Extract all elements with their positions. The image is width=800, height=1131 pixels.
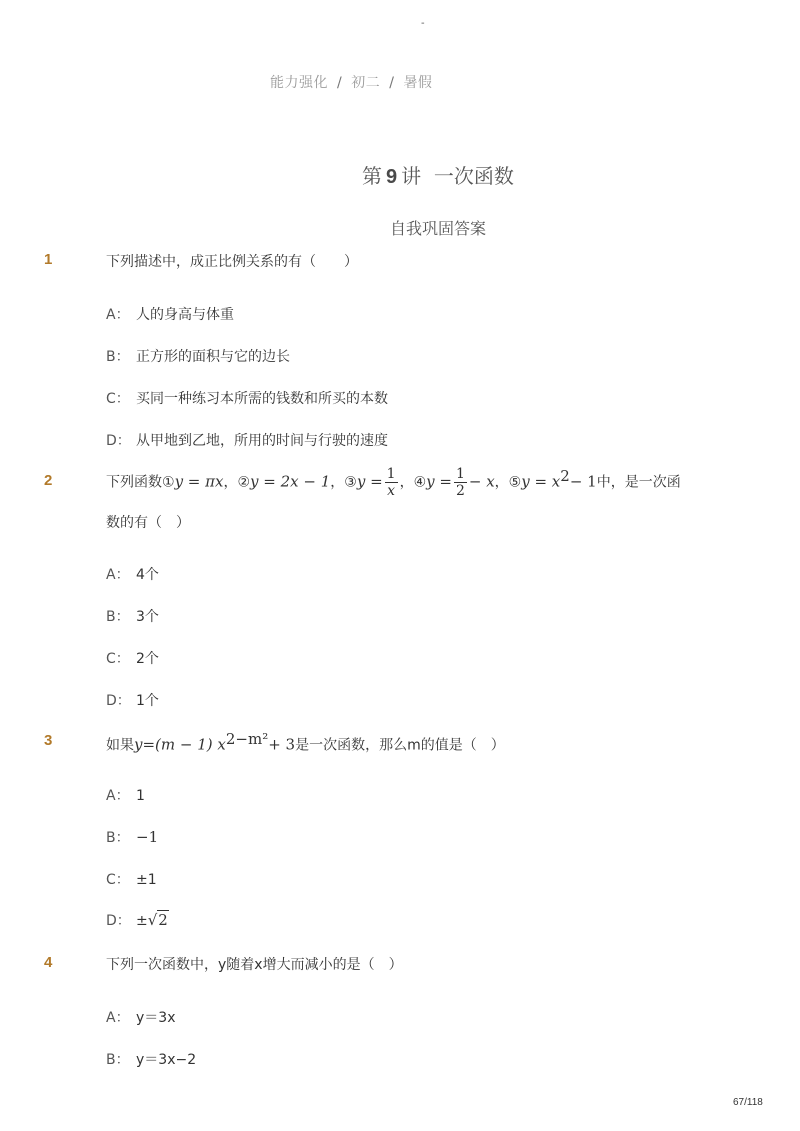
question-text: 下列一次函数中，y随着x增大而减小的是（ ） — [106, 957, 403, 973]
option-b — [106, 1049, 196, 1069]
expression-exponent: 2−m² — [225, 730, 269, 748]
option-c — [106, 648, 159, 668]
separator: ， — [399, 474, 414, 491]
question-number: 2 — [44, 472, 53, 489]
option-label: D： — [106, 693, 131, 709]
fraction-denominator: x — [385, 482, 398, 499]
question-number: 4 — [44, 954, 53, 971]
fraction-denominator: 2 — [455, 483, 465, 499]
question-text: 下列描述中，成正比例关系的有（ ） — [106, 254, 358, 270]
option-label: C： — [106, 391, 130, 407]
option-text: 正方形的面积与它的边长 — [136, 349, 290, 365]
fraction — [385, 466, 398, 499]
expression-rest: + 3 — [268, 735, 296, 754]
breadcrumb-item-grade: 初二 — [351, 75, 381, 91]
option-label: A： — [106, 567, 130, 583]
page-number: 67/118 — [733, 1097, 763, 1108]
radicand: 2 — [158, 911, 168, 929]
option-text: 2个 — [136, 651, 159, 667]
formula-mark: ① — [162, 474, 175, 491]
option-a — [106, 785, 145, 805]
question-intro: 如果 — [106, 737, 134, 754]
fraction-numerator: 1 — [386, 466, 396, 482]
option-label: A： — [106, 307, 130, 323]
option-label: B： — [106, 349, 130, 365]
option-text: 从甲地到乙地，所用的时间与行驶的速度 — [136, 433, 388, 449]
question-intro: 下列函数 — [106, 474, 162, 491]
top-mark: - — [421, 18, 425, 29]
option-label: D： — [106, 913, 131, 929]
option-label: A： — [106, 1010, 130, 1026]
breadcrumb — [270, 72, 432, 92]
separator: ， — [494, 474, 509, 491]
option-prefix: ± — [136, 913, 148, 929]
option-label: B： — [106, 609, 130, 625]
question-text-continued: 数的有（ ） — [106, 515, 190, 531]
formula-5-exponent: 2 — [560, 466, 570, 485]
formula-3-lhs: y = — [356, 472, 383, 491]
question-text — [106, 730, 505, 755]
option-label: B： — [106, 1052, 130, 1068]
option-a — [106, 564, 159, 584]
question-number: 1 — [44, 251, 53, 268]
option-text: 买同一种练习本所需的钱数和所买的本数 — [136, 391, 388, 407]
fraction-numerator: 1 — [455, 466, 465, 482]
question-text — [106, 466, 681, 499]
lecture-suffix: 讲 — [401, 164, 422, 188]
breadcrumb-item-course: 能力强化 — [270, 75, 328, 91]
option-c — [106, 869, 157, 889]
option-text: y＝3x−2 — [136, 1052, 197, 1068]
lecture-title — [362, 160, 514, 189]
formula-mark: ⑤ — [508, 474, 522, 491]
option-text: 人的身高与体重 — [136, 307, 234, 323]
option-label: A： — [106, 788, 130, 804]
formula-1: y = πx — [174, 472, 224, 491]
question-tail: 中，是一次函 — [596, 474, 681, 491]
option-text: 1 — [136, 788, 145, 804]
breadcrumb-separator: / — [389, 75, 395, 91]
option-text: 4个 — [136, 567, 159, 583]
formula-mark: ③ — [344, 474, 357, 491]
option-text: 1个 — [136, 693, 159, 709]
formula-mark: ② — [237, 474, 251, 491]
option-a — [106, 1007, 175, 1027]
formula-mark: ④ — [413, 474, 427, 491]
option-label: D： — [106, 433, 131, 449]
breadcrumb-item-term: 暑假 — [403, 75, 433, 91]
formula-4-lhs: y = — [426, 472, 452, 491]
option-text: 3个 — [136, 609, 159, 625]
fraction — [454, 466, 467, 499]
option-a — [106, 304, 234, 324]
option-d — [106, 690, 159, 710]
option-c — [106, 388, 388, 408]
option-text: −1 — [136, 828, 159, 846]
option-label: B： — [106, 830, 130, 846]
option-text: y＝3x — [136, 1010, 176, 1026]
option-d — [106, 430, 388, 450]
separator: ， — [330, 474, 345, 491]
question-number: 3 — [44, 732, 53, 749]
lecture-name: 一次函数 — [433, 164, 514, 188]
option-b — [106, 606, 159, 626]
option-d — [106, 910, 169, 930]
formula-5-base: y = x — [521, 472, 561, 491]
formula-2: y = 2x − 1 — [250, 472, 331, 491]
option-label: C： — [106, 651, 130, 667]
separator: ， — [223, 474, 238, 491]
expression-base: y=(m − 1) x — [134, 735, 226, 754]
formula-4-rest: − x — [468, 472, 495, 491]
option-text: ±1 — [136, 872, 157, 888]
breadcrumb-separator: / — [337, 75, 343, 91]
option-b — [106, 827, 158, 847]
lecture-prefix: 第 — [362, 164, 382, 188]
lecture-number: 9 — [386, 166, 398, 188]
option-label: C： — [106, 872, 130, 888]
square-root: √2 — [147, 911, 168, 929]
section-title: 自我巩固答案 — [390, 219, 487, 238]
option-b — [106, 346, 290, 366]
formula-5-rest: − 1 — [569, 472, 597, 491]
question-tail: 是一次函数，那么m的值是（ ） — [295, 737, 505, 754]
